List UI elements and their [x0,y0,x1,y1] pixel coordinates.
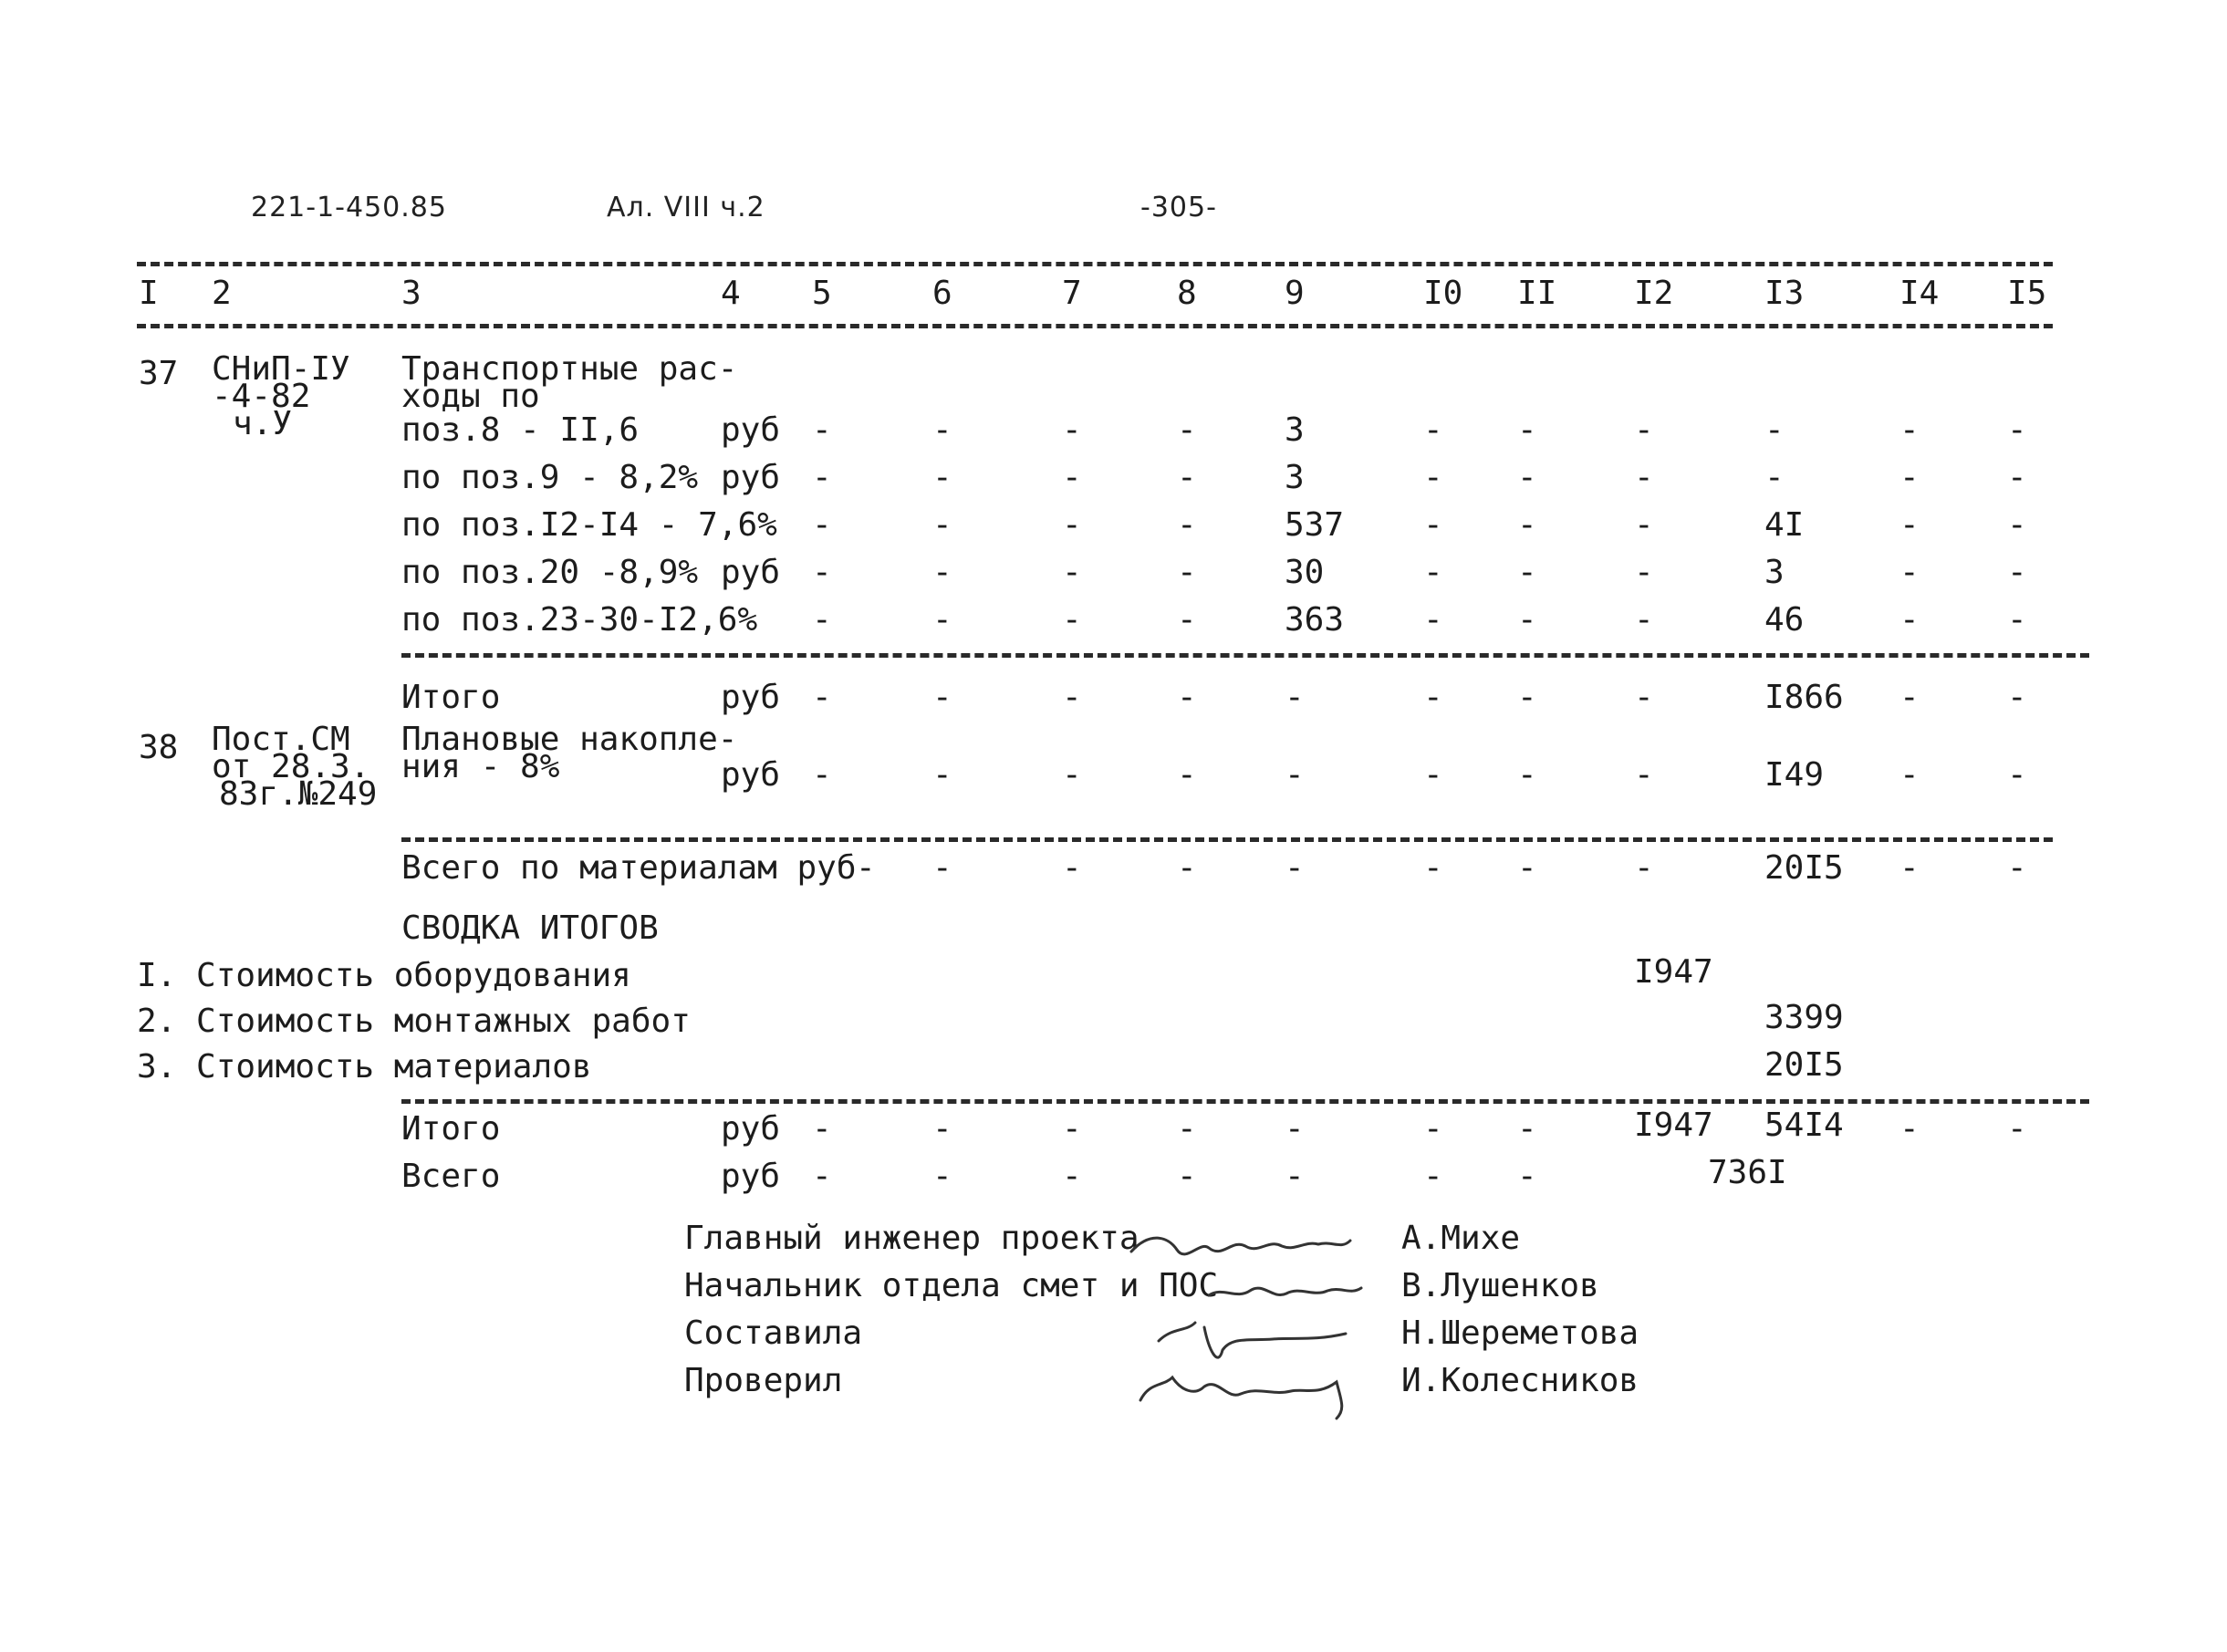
grand-total: 736I [1708,1154,1787,1191]
column-header: 9 [1285,275,1305,312]
column-header: 4 [721,275,741,312]
summary-item-label: 3. Стоимость материалов [137,1048,592,1086]
cell: 20I5 [1764,849,1844,887]
cell: - [1062,411,1082,449]
cell: - [1634,756,1654,794]
cell: - [1517,756,1537,794]
line-unit: руб [721,756,781,794]
cell: - [1423,1158,1443,1195]
cell: - [932,554,952,591]
total-materials-label: Всего по материалам руб [401,849,857,887]
cell: - [1899,554,1920,591]
cell: - [932,506,952,544]
cell: - [1899,849,1920,887]
line-text: по поз.I2-I4 - 7,6% [401,506,777,544]
cell: 54I4 [1764,1107,1844,1144]
cell: - [1062,459,1082,496]
cell: - [1899,459,1920,496]
cell: - [812,1158,832,1195]
cell: - [932,849,952,887]
cell: - [2007,554,2027,591]
signature-role: Главный инженер проекта [684,1220,1140,1257]
column-header: 5 [812,275,832,312]
column-header: I2 [1634,275,1674,312]
line-unit: руб [721,1158,781,1195]
cell: - [1634,411,1654,449]
row-basis: -4-82 [212,378,311,415]
cell: 46 [1764,601,1805,639]
cell: - [1517,459,1537,496]
row-number: 37 [139,355,179,392]
cell: - [1517,679,1537,716]
cell: - [932,1158,952,1195]
cell: - [1177,506,1197,544]
row-basis: СНиП-IУ [212,350,350,388]
cell: - [1899,601,1920,639]
cell: - [2007,849,2027,887]
cell: - [2007,411,2027,449]
cell: I49 [1764,756,1825,794]
cell: - [1062,506,1082,544]
cell: - [2007,506,2027,544]
column-header: I5 [2007,275,2047,312]
cell: - [1062,679,1082,716]
cell: - [1062,849,1082,887]
cell: - [1423,679,1443,716]
column-header: 6 [932,275,952,312]
vsego-label: Всего [401,1158,501,1195]
cell: - [932,679,952,716]
rule-materials [401,837,2053,842]
cell: - [1423,459,1443,496]
cell: - [812,554,832,591]
row-number: 38 [139,729,179,766]
cell: - [1517,411,1537,449]
cell: 3 [1764,554,1785,591]
row-basis: Пост.СМ [212,721,350,758]
rule-summary [401,1099,2089,1104]
cell: - [1285,1110,1305,1148]
cell: - [1177,849,1197,887]
cell: - [1634,679,1654,716]
itogo-label: Итого [401,679,501,716]
cell: - [1285,1158,1305,1195]
cell: - [1634,849,1654,887]
cell: - [1634,459,1654,496]
cell: - [1423,756,1443,794]
cell: - [1285,849,1305,887]
row-description: ходы по [401,378,540,415]
signature-name: Н.Шереметова [1401,1314,1639,1352]
cell: - [1423,411,1443,449]
cell: - [932,1110,952,1148]
line-text: по поз.20 -8,9% [401,554,699,591]
cell: - [1177,1158,1197,1195]
cell: - [1634,506,1654,544]
line-text: по поз.9 - 8,2% [401,459,699,496]
column-header: 2 [212,275,232,312]
cell: 3 [1285,459,1305,496]
line-unit: руб [721,679,781,716]
cell: - [2007,679,2027,716]
cell: - [1177,459,1197,496]
cell: - [2007,459,2027,496]
column-header: I4 [1899,275,1940,312]
cell: - [1899,679,1920,716]
row-basis: ч.У [233,405,293,442]
cell: 30 [1285,554,1325,591]
cell: - [1062,601,1082,639]
summary-item-label: 2. Стоимость монтажных работ [137,1003,691,1040]
cell: - [1177,1110,1197,1148]
cell: - [1517,554,1537,591]
summary-title: СВОДКА ИТОГОВ [401,909,659,947]
cell: - [1764,459,1785,496]
cell: - [1423,1110,1443,1148]
cell: - [932,601,952,639]
cell: 363 [1285,601,1345,639]
cell: - [1899,1110,1920,1148]
line-unit: руб [721,554,781,591]
signature-role: Начальник отдела смет и ПОС [684,1267,1219,1304]
cell: - [1634,554,1654,591]
cell: - [812,1110,832,1148]
cell: - [812,679,832,716]
cell: - [812,411,832,449]
rule-subtotal [401,653,2089,658]
cell: - [932,756,952,794]
cell: - [1899,506,1920,544]
album-reference: Ал. VIII ч.2 [607,192,765,223]
cell: - [1517,849,1537,887]
row-description: Транспортные рас- [401,350,738,388]
cell: - [812,506,832,544]
row-basis: от 28.3. [212,748,370,785]
cell: I866 [1764,679,1844,716]
signature-name: И.Колесников [1401,1362,1639,1399]
cell: - [1177,756,1197,794]
cell: 4I [1764,506,1805,544]
column-header: II [1517,275,1557,312]
cell: - [932,411,952,449]
cell: - [1062,1110,1082,1148]
cell: - [1177,679,1197,716]
cell: - [1517,506,1537,544]
column-header: 7 [1062,275,1082,312]
cell: - [856,849,876,887]
signature-name: В.Лушенков [1401,1267,1599,1304]
signature-name: А.Михе [1401,1220,1521,1257]
signature-role: Проверил [684,1362,843,1399]
signature-role: Составила [684,1314,863,1352]
cell: - [812,756,832,794]
cell: 3 [1285,411,1305,449]
doc-code: 221-1-450.85 [251,192,447,223]
cell: 537 [1285,506,1345,544]
row-description: Плановые накопле- [401,721,738,758]
line-unit: руб [721,1110,781,1148]
column-header: I3 [1764,275,1805,312]
cell: - [932,459,952,496]
summary-item-label: I. Стоимость оборудования [137,957,631,994]
rule-header-bottom [137,324,2053,328]
cell: - [1899,756,1920,794]
row-basis: 83г.№249 [219,775,378,813]
cell: I947 [1634,953,1713,991]
column-header: I [139,275,159,312]
cell: - [1177,601,1197,639]
cell: 20I5 [1764,1046,1844,1084]
line-text: по поз.23-30-I2,6% [401,601,758,639]
cell: - [1177,411,1197,449]
cell: - [812,459,832,496]
cell: - [1177,554,1197,591]
rule-top [137,262,2053,266]
line-text: поз.8 - II,6 [401,411,640,449]
cell: - [1634,601,1654,639]
cell: - [1517,1158,1537,1195]
column-header: 8 [1177,275,1197,312]
handwritten-signatures [1122,1213,1396,1423]
cell: - [1423,849,1443,887]
page-number: -305- [1140,192,1217,223]
cell: - [1423,506,1443,544]
cell: - [1062,1158,1082,1195]
cell: - [1517,1110,1537,1148]
cell: - [1764,411,1785,449]
cell: - [1062,554,1082,591]
cell: - [1423,601,1443,639]
cell: I947 [1634,1107,1713,1144]
row-description: ния - 8% [401,748,560,785]
cell: - [2007,756,2027,794]
cell: - [1899,411,1920,449]
cell: - [2007,601,2027,639]
cell: - [2007,1110,2027,1148]
cell: - [1517,601,1537,639]
cell: - [1062,756,1082,794]
cell: - [1285,679,1305,716]
cell: 3399 [1764,999,1844,1036]
cell: - [812,601,832,639]
column-header: I0 [1423,275,1463,312]
cell: - [1423,554,1443,591]
itogo-label: Итого [401,1110,501,1148]
line-unit: руб [721,459,781,496]
cell: - [1285,756,1305,794]
line-unit: руб [721,411,781,449]
column-header: 3 [401,275,421,312]
